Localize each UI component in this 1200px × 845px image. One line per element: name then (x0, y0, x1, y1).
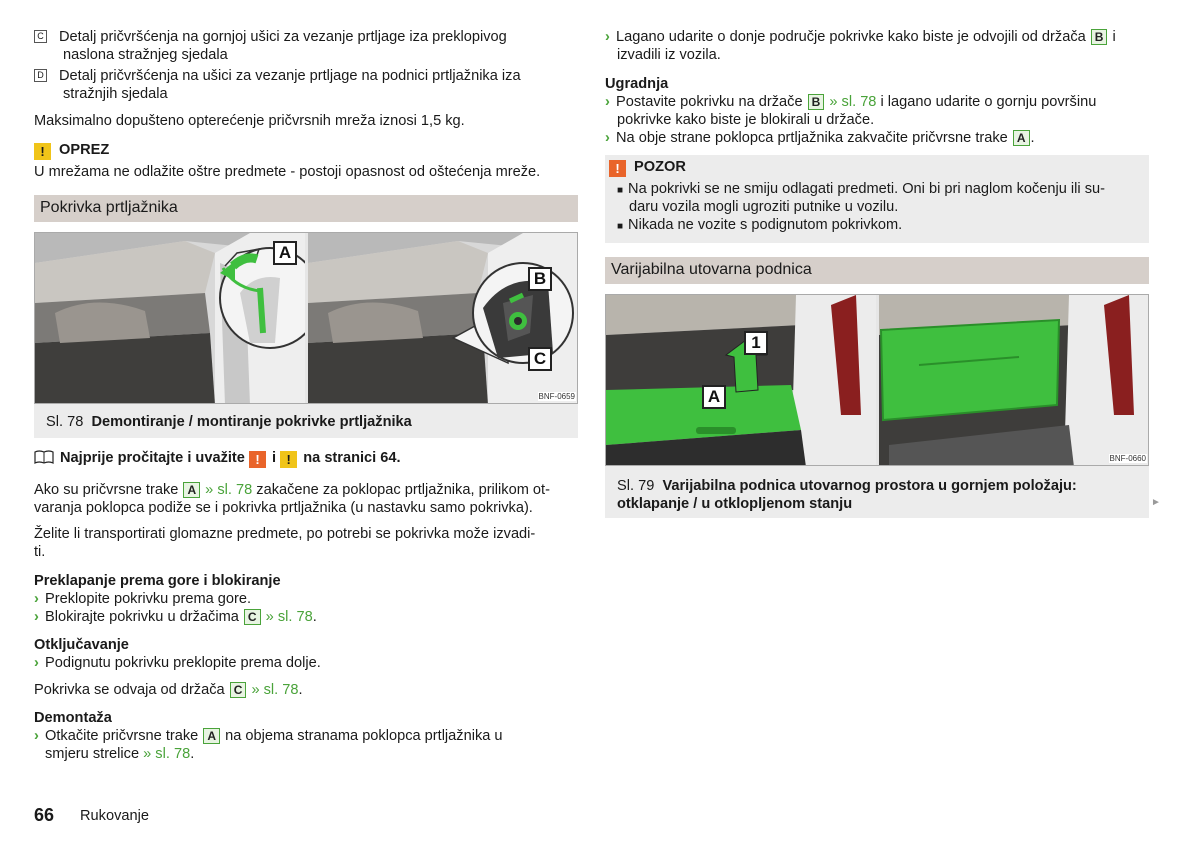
callout-a: A (702, 385, 726, 409)
callout-1: 1 (744, 331, 768, 355)
trunk-photo-left (35, 233, 305, 403)
callout-b: B (528, 267, 552, 291)
figure-79 (605, 294, 1149, 466)
caution-icon: ! (34, 143, 51, 160)
warning-icon: ! (249, 451, 266, 468)
caption-number: Sl. 79 (617, 478, 655, 494)
warning-icon: ! (609, 160, 626, 177)
caption-text: Demontiranje / montiranje pokrivke prtljažnika (91, 414, 412, 430)
figure-ref-link[interactable]: » sl. 78 (829, 94, 877, 110)
max-load-text: Maksimalno dopušteno opterećenje pričvrsnih mreža iznosi 1,5 kg. (34, 113, 465, 129)
figure-ref-link[interactable]: » sl. 78 (265, 609, 313, 625)
label-a-box: A (1013, 130, 1030, 146)
book-icon (34, 450, 54, 464)
step-r1: › Lagano udarite o donje područje pokrivke kako biste je odvojili od držača B i (605, 29, 1116, 45)
step-arrow-icon: › (34, 655, 39, 671)
read-first-post: na stranici 64. (303, 450, 401, 466)
item-letter-c: C (34, 30, 47, 43)
section-title-floor: Varijabilna utovarna podnica (605, 257, 1149, 284)
figure-ref-link[interactable]: » sl. 78 (143, 746, 191, 762)
step-2: › Blokirajte pokrivku u držačima C » sl. 78. (34, 609, 317, 625)
para-1-cont: varanja poklopca podiže se i pokrivka prtljažnika (u nastavku samo pokrivka). (34, 500, 533, 516)
label-b-box: B (808, 94, 825, 110)
caption-text-cont: otklapanje / u otklopljenom stanju (617, 496, 853, 512)
step-arrow-icon: › (34, 591, 39, 607)
heading-demontaza: Demontaža (34, 710, 112, 726)
step-arrow-icon: › (605, 29, 610, 45)
label-a-box: A (203, 728, 220, 744)
label-b-box: B (1091, 29, 1108, 45)
figure-78-caption (34, 404, 578, 438)
figure-code: BNF-0659 (538, 392, 575, 401)
floor-photo-right (879, 295, 1149, 465)
list-item-d (34, 67, 521, 85)
oprez-heading (34, 141, 109, 160)
read-first-pre: Najprije pročitajte i uvažite (60, 450, 245, 466)
heading-preklapanje: Preklapanje prema gore i blokiranje (34, 573, 281, 589)
oprez-text: U mrežama ne odlažite oštre predmete - postoji opasnost od oštećenja mreže. (34, 164, 541, 180)
figure-79-left-image (606, 295, 876, 465)
figure-78-right-image (308, 233, 578, 403)
caution-icon-small: ! (280, 451, 297, 468)
para-2: Želite li transportirati glomazne predmete, po potrebi se pokrivka može izvadi- (34, 526, 536, 542)
item-d-text-cont: stražnjih sjedala (63, 86, 168, 102)
para-3: Pokrivka se odvaja od držača C » sl. 78. (34, 682, 303, 698)
read-first-note (34, 449, 401, 468)
next-page-arrow-icon: ► (1151, 497, 1161, 508)
section-title-cover: Pokrivka prtljažnika (34, 195, 578, 222)
caption-number: Sl. 78 (46, 414, 84, 430)
step-arrow-icon: › (605, 130, 610, 146)
pozor-bullet-2: ■ Nikada ne vozite s podignutom pokrivkom. (617, 217, 903, 233)
trunk-photo-right (308, 233, 578, 403)
item-c-text-cont: naslona stražnjeg sjedala (63, 47, 228, 63)
label-c-box: C (244, 609, 261, 625)
oprez-title: OPREZ (59, 142, 110, 158)
bullet-icon: ■ (617, 221, 624, 232)
page-number: 66 (34, 805, 55, 825)
para-2-cont: ti. (34, 544, 46, 560)
label-a-box: A (183, 482, 200, 498)
figure-78-left-image (35, 233, 305, 403)
list-item-c (34, 28, 507, 46)
pozor-bullet-1-cont: daru vozila mogli ugroziti putnike u vozilu. (629, 199, 899, 215)
heading-otkljucavanje: Otključavanje (34, 637, 129, 653)
step-r1-cont: izvadili iz vozila. (617, 47, 721, 63)
figure-ref-link[interactable]: » sl. 78 (205, 482, 253, 498)
label-c-box: C (230, 682, 247, 698)
callout-c: C (528, 347, 552, 371)
item-c-text: Detalj pričvršćenja na gornjoj ušici za vezanje prtljage iza preklopivog (59, 29, 507, 45)
figure-79-caption (605, 466, 1149, 518)
step-arrow-icon: › (34, 728, 39, 744)
figure-79-right-image (879, 295, 1149, 465)
step-r3: › Na obje strane poklopca prtljažnika zakvačite pričvrsne trake A . (605, 130, 1035, 146)
figure-code: BNF-0660 (1109, 454, 1146, 463)
callout-a: A (273, 241, 297, 265)
step-arrow-icon: › (605, 94, 610, 110)
step-4-cont: smjeru strelice » sl. 78. (45, 746, 195, 762)
heading-ugradnja: Ugradnja (605, 76, 669, 92)
item-letter-d: D (34, 69, 47, 82)
pozor-warning-box (605, 155, 1149, 243)
step-r2-cont: pokrivke kako biste je blokirali u držače. (617, 112, 875, 128)
pozor-bullet-1: ■ Na pokrivki se ne smiju odlagati predmeti. Oni bi pri naglom kočenju ili su- (617, 181, 1105, 197)
step-4: › Otkačite pričvrsne trake A na objema stranama poklopca prtljažnika u (34, 728, 503, 744)
pozor-title: POZOR (634, 159, 686, 175)
floor-photo-left (606, 295, 876, 465)
figure-78 (34, 232, 578, 404)
caption-text: Varijabilna podnica utovarnog prostora u gornjem položaju: (662, 478, 1077, 494)
step-r2: › Postavite pokrivku na držače B » sl. 78 i lagano udarite o gornju površinu (605, 94, 1097, 110)
step-arrow-icon: › (34, 609, 39, 625)
bullet-icon: ■ (617, 185, 624, 196)
read-first-mid: i (272, 450, 277, 466)
step-3: › Podignutu pokrivku preklopite prema dolje. (34, 655, 321, 671)
figure-ref-link[interactable]: » sl. 78 (251, 682, 299, 698)
para-1: Ako su pričvrsne trake A » sl. 78 zakačene za poklopac prtljažnika, prilikom ot- (34, 482, 550, 498)
footer-section: Rukovanje (80, 808, 149, 824)
step-1: › Preklopite pokrivku prema gore. (34, 591, 252, 607)
item-d-text: Detalj pričvršćenja na ušici za vezanje prtljage na podnici prtljažnika iza (59, 68, 521, 84)
